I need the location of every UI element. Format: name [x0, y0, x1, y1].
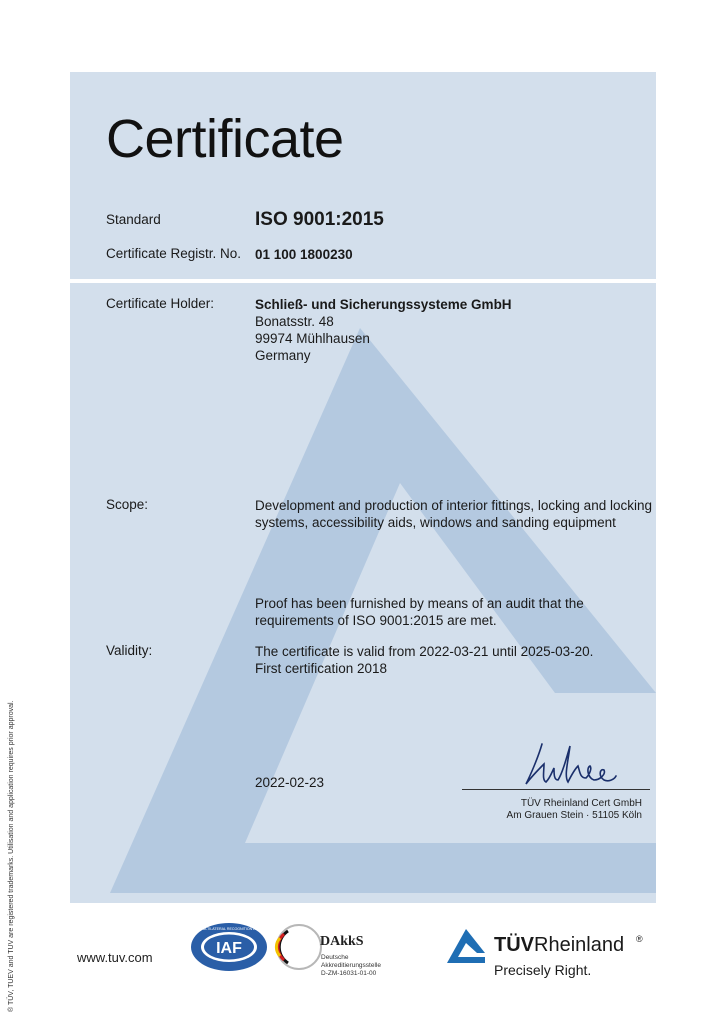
tuv-registered-mark: ® [636, 934, 643, 944]
issuer-name: TÜV Rheinland Cert GmbH [520, 798, 642, 809]
scope-line: Development and production of interior fittings, locking and locking [255, 498, 652, 513]
dakks-subtitle-line: D-ZM-16031-01-00 [321, 970, 377, 977]
validity-line: The certificate is valid from 2022-03-21 until 2025-03-20. [255, 644, 594, 659]
signature-line [462, 789, 650, 790]
scope-text [255, 497, 655, 531]
trademark-note: ® TÜV, TUEV and TUV are registered trademarks. Utilisation and application requires prior approval. [8, 700, 15, 1012]
tuv-brand [494, 934, 624, 957]
holder-name: Schließ- und Sicherungssysteme GmbH [255, 297, 512, 312]
holder-address-line: 99974 Mühlhausen [255, 331, 370, 346]
tuv-slogan: Precisely Right. [494, 962, 592, 978]
tuv-brand-light: Rheinland [534, 934, 625, 956]
tuv-triangle-logo-icon [445, 927, 487, 965]
holder-label: Certificate Holder: [106, 296, 215, 311]
dakks-name: DAkkS [320, 934, 364, 949]
dakks-subtitle-line: Akkreditierungsstelle [321, 962, 381, 969]
dakks-subtitle-line: Deutsche [321, 954, 349, 961]
standard-label: Standard [106, 212, 161, 227]
iaf-logo-icon [177, 922, 281, 972]
iaf-ring-text: MEMBER OF MULTILATERAL RECOGNITION ARRANGEMENT [177, 927, 281, 931]
holder-address-line: Bonatsstr. 48 [255, 314, 334, 329]
registr-label: Certificate Registr. No. [106, 246, 242, 261]
holder-address-line: Germany [255, 348, 311, 363]
certificate-title: Certificate [106, 109, 344, 169]
scope-label: Scope: [106, 497, 149, 512]
website-link[interactable]: www.tuv.com [77, 950, 153, 965]
issue-date: 2022-02-23 [255, 775, 325, 790]
holder-block [255, 296, 512, 364]
validity-line: First certification 2018 [255, 661, 388, 676]
proof-line: requirements of ISO 9001:2015 are met. [255, 613, 497, 628]
dakks-logo-icon [274, 922, 320, 972]
dakks-subtitle [321, 954, 401, 978]
proof-line: Proof has been furnished by means of an audit that the [255, 596, 584, 611]
issuer-address: Am Grauen Stein · 51105 Köln [506, 810, 642, 821]
validity-text [255, 643, 593, 677]
standard-value: ISO 9001:2015 [255, 209, 384, 230]
scope-line: systems, accessibility aids, windows and sanding equipment [255, 515, 616, 530]
validity-label: Validity: [106, 643, 153, 658]
registr-value: 01 100 1800230 [255, 247, 353, 262]
iaf-logo-text: IAF [216, 940, 242, 957]
tuv-brand-bold: TÜV [494, 934, 534, 956]
signature-icon [520, 738, 620, 790]
proof-text [255, 595, 584, 629]
